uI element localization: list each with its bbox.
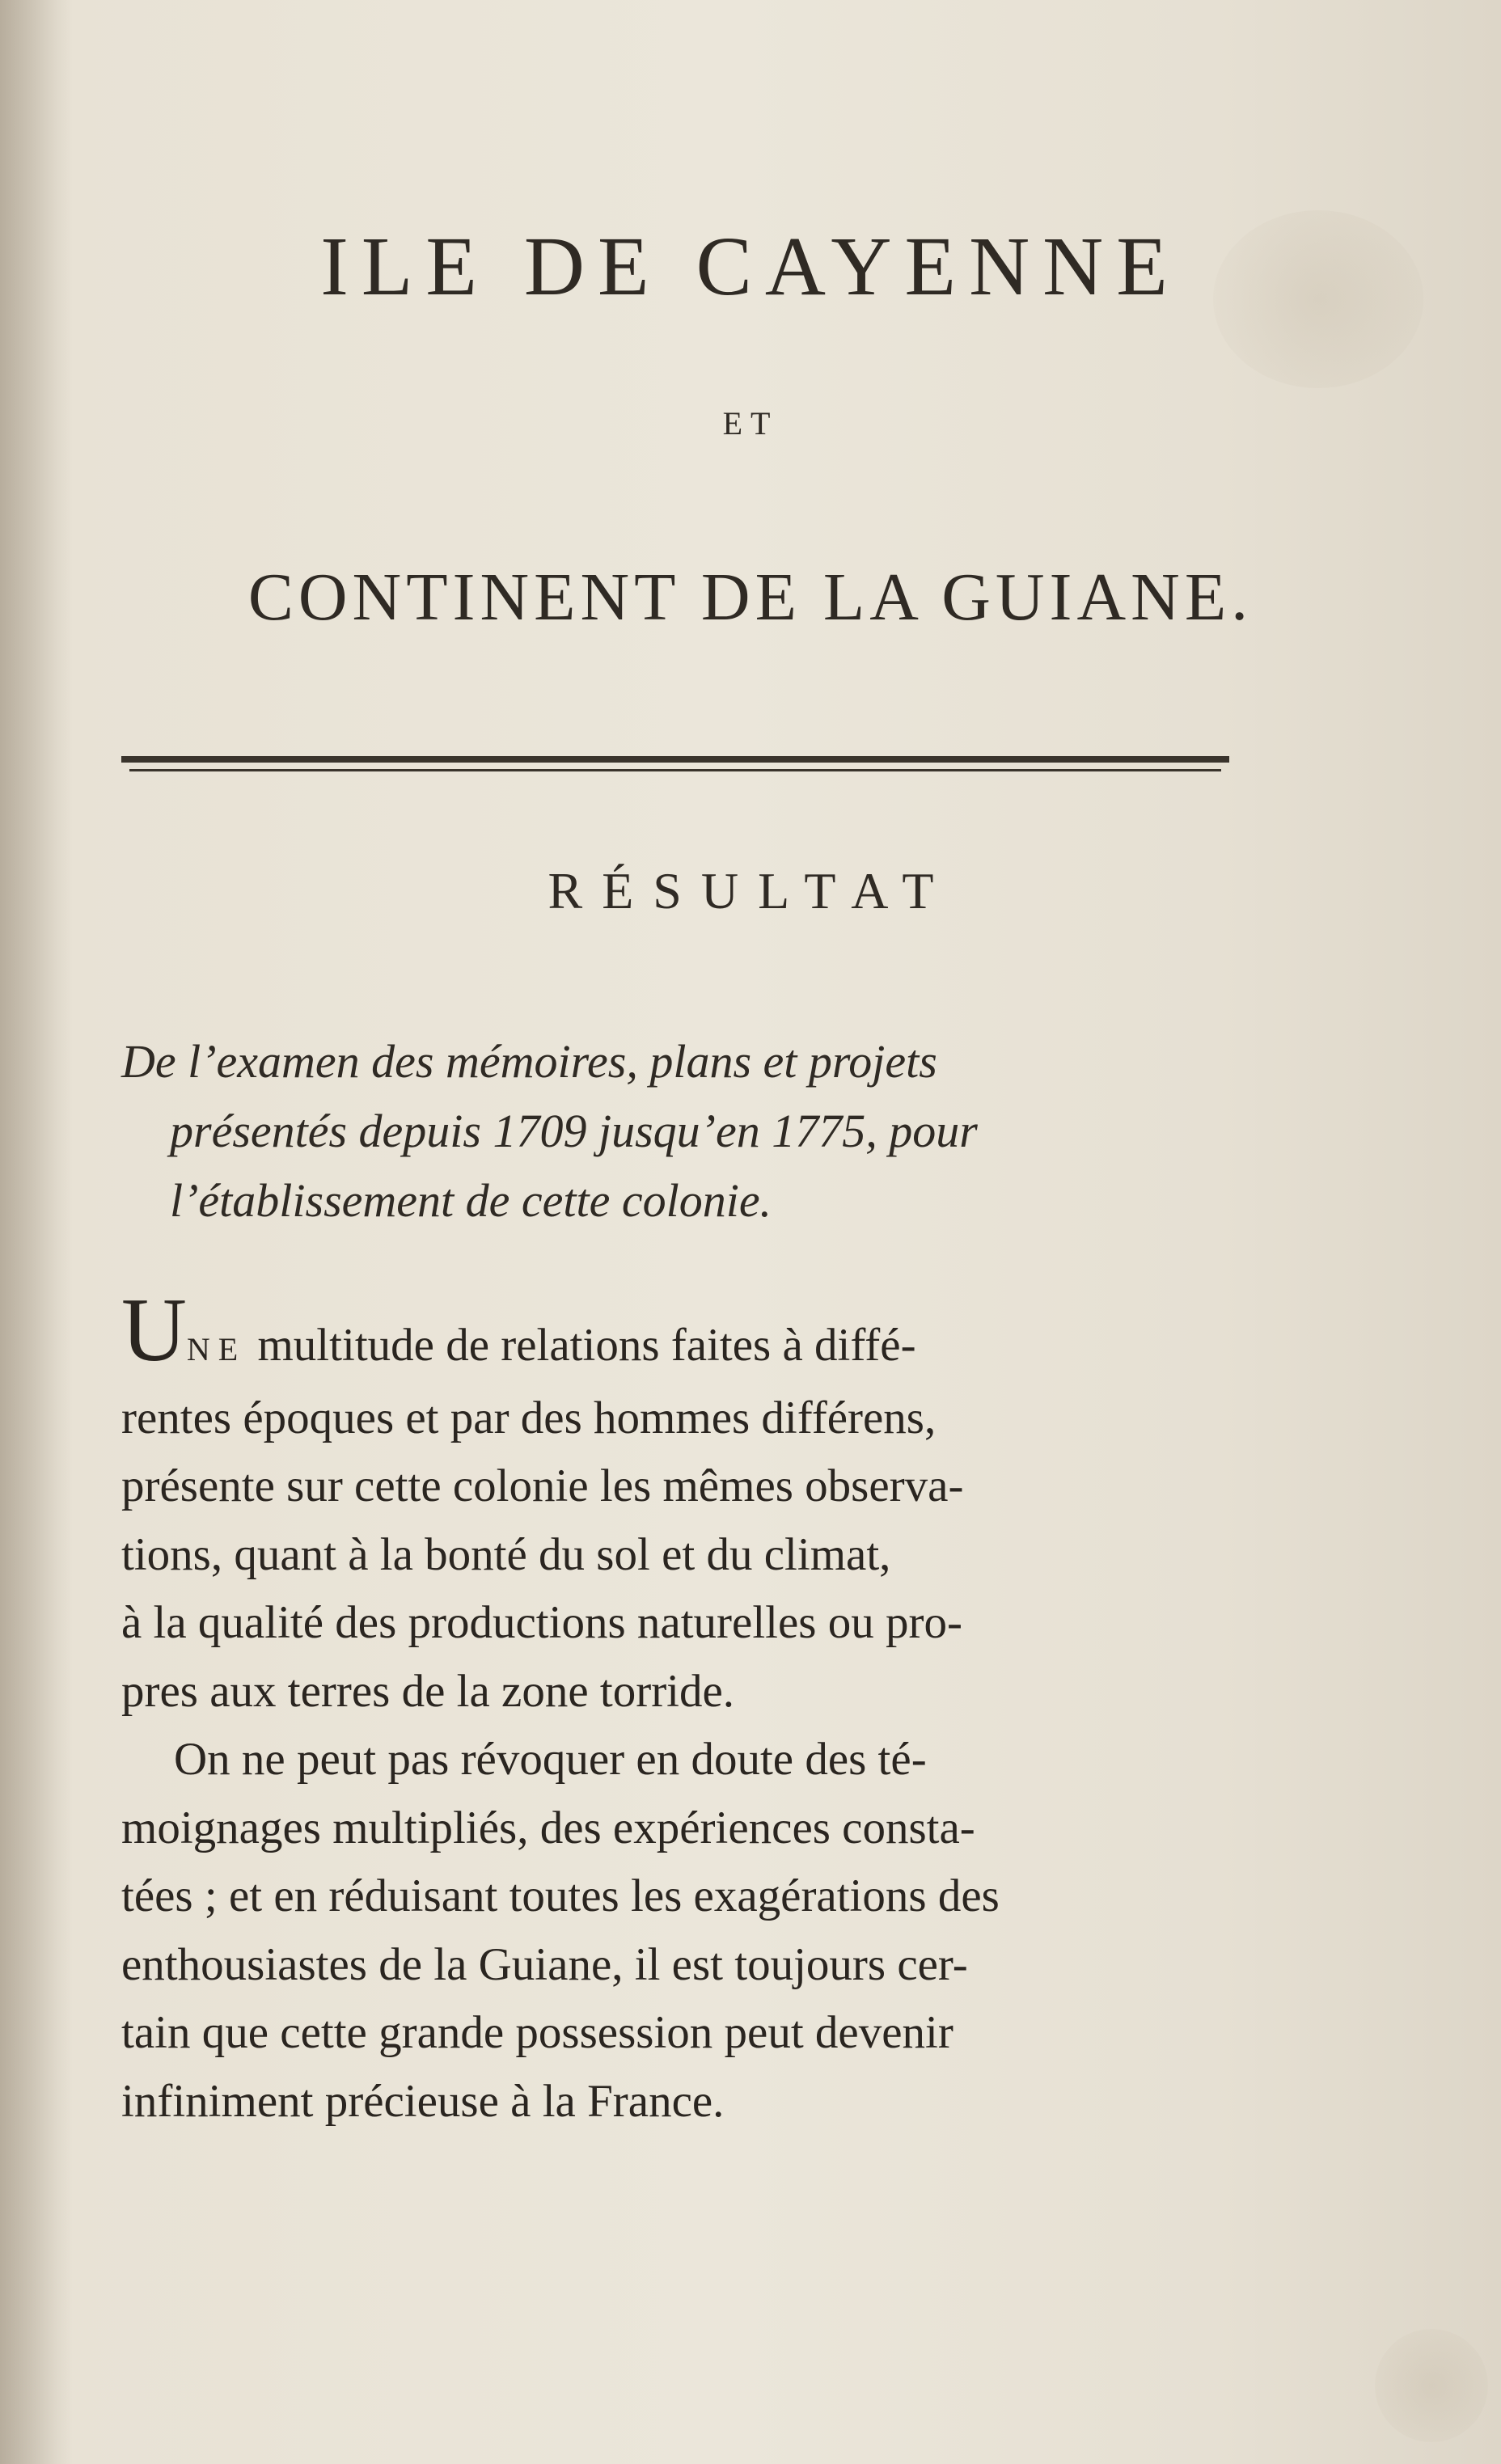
body-line-text: multitude de relations faites à diffé-: [257, 1320, 916, 1371]
rule-thick: [121, 756, 1229, 763]
small-caps-word: NE: [186, 1331, 247, 1367]
subtitle-line: De l’examen des mémoires, plans et projets: [121, 1035, 937, 1088]
body-line: moignages multipliés, des expériences consta-: [121, 1802, 975, 1853]
body-line: à la qualité des productions naturelles ou pro-: [121, 1597, 962, 1648]
body-line: pres aux terres de la zone torride.: [121, 1665, 735, 1717]
body-line: enthousiastes de la Guiane, il est toujours cer-: [121, 1938, 968, 1990]
title-conjunction: ET: [722, 405, 779, 442]
body-line: rentes époques et par des hommes différens,: [121, 1392, 937, 1443]
page-spine-shadow: [0, 0, 73, 2464]
double-rule-divider: [121, 756, 1229, 777]
body-line: infiniment précieuse à la France.: [121, 2075, 725, 2127]
title-main: ILE DE CAYENNE: [320, 220, 1181, 313]
rule-thin: [129, 769, 1221, 771]
section-subtitle: [121, 1027, 1245, 1236]
body-paragraphs: [121, 1280, 1245, 2136]
body-line: tain que cette grande possession peut devenir: [121, 2007, 953, 2058]
title-sub: CONTINENT DE LA GUIANE.: [247, 560, 1254, 635]
subtitle-line: l’établissement de cette colonie.: [170, 1174, 772, 1227]
drop-cap: U: [121, 1280, 187, 1380]
body-line-paragraph-start: On ne peut pas révoquer en doute des té-: [174, 1734, 927, 1785]
section-title: RÉSULTAT: [548, 862, 953, 919]
body-line-first: [121, 1280, 1245, 1384]
body-line: présente sur cette colonie les mêmes observa-: [121, 1460, 964, 1511]
body-line: tées ; et en réduisant toutes les exagérations des: [121, 1870, 1000, 1921]
subtitle-line: présentés depuis 1709 jusqu’en 1775, pour: [170, 1105, 978, 1157]
paper-stain: [1375, 2329, 1488, 2442]
body-line: tions, quant à la bonté du sol et du climat,: [121, 1528, 891, 1580]
